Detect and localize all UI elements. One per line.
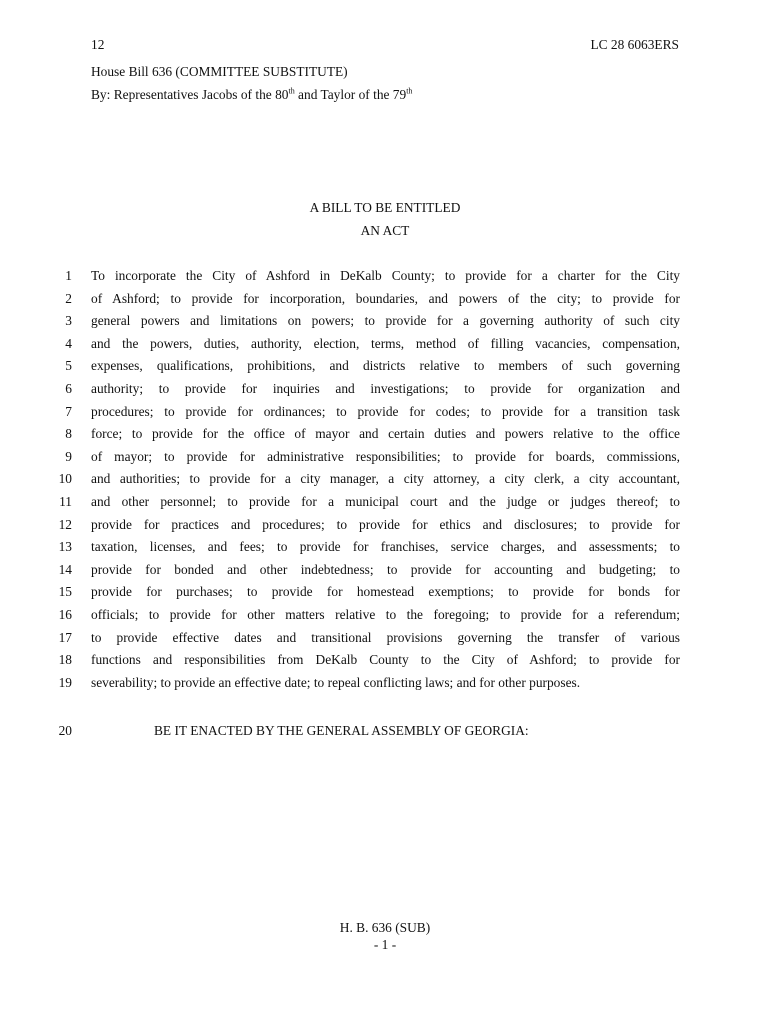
line-text: procedures; to provide for ordinances; to provide for codes; to provide for a transition task	[91, 403, 680, 419]
bill-line	[0, 268, 770, 290]
line-text: officials; to provide for other matters relative to the foregoing; to provide for a referendum;	[91, 607, 680, 622]
line-number: 4	[65, 335, 72, 351]
line-text: to provide effective dates and transitional provisions governing the transfer of various	[91, 629, 680, 645]
sponsors-line	[91, 87, 412, 103]
line-text: taxation, licenses, and fees; to provide for franchises, service charges, and assessments; to	[91, 539, 680, 555]
bill-line	[0, 381, 770, 403]
bill-line	[0, 584, 770, 606]
line-text: severability; to provide an effective date; to repeal conflicting laws; and for other purposes.	[91, 674, 581, 690]
footer-page-number: - 1 -	[373, 937, 397, 952]
bill-line	[0, 291, 770, 313]
line-number: 6	[65, 381, 72, 396]
line-number: 20	[58, 723, 72, 738]
line-text: functions and responsibilities from DeKalb County to the City of Ashford; to provide for	[91, 652, 680, 668]
sponsors-middle: and Taylor of the 79	[294, 87, 407, 102]
line-text: expenses, qualifications, prohibitions, and districts relative to members of such governing	[91, 358, 680, 374]
bill-line	[0, 449, 770, 471]
line-number: 10	[58, 471, 72, 487]
line-number: 14	[58, 561, 72, 577]
line-number: 12	[58, 516, 72, 532]
lc-code: LC 28 6063ERS	[590, 37, 679, 52]
line-text: and the powers, duties, authority, election, terms, method of filling vacancies, compensation,	[91, 335, 680, 351]
bill-line	[0, 675, 770, 697]
line-text: provide for bonded and other indebtedness; to provide for accounting and budgeting; to	[91, 561, 680, 577]
line-number: 17	[58, 629, 72, 645]
line-number: 16	[58, 607, 72, 622]
line-number: 7	[65, 403, 72, 419]
line-number: 18	[58, 652, 72, 668]
line-number: 13	[58, 539, 72, 555]
footer-bill-reference: H. B. 636 (SUB)	[339, 920, 431, 935]
bill-line	[0, 607, 770, 629]
line-text: of Ashford; to provide for incorporation, boundaries, and powers of the city; to provide for	[91, 290, 680, 306]
line-number: 15	[58, 584, 72, 600]
enacting-clause-text: BE IT ENACTED BY THE GENERAL ASSEMBLY OF GEORGIA:	[154, 723, 529, 738]
bill-line	[0, 652, 770, 674]
sponsors-prefix: By: Representatives Jacobs of the 80	[91, 87, 289, 102]
line-number: 8	[65, 426, 72, 442]
sponsor2-district-suffix: th	[406, 86, 413, 96]
line-number: 3	[65, 313, 72, 329]
bill-line	[0, 630, 770, 652]
bill-line	[0, 562, 770, 584]
bill-line	[0, 336, 770, 358]
bill-line	[0, 517, 770, 539]
line-number: 1	[65, 268, 72, 283]
line-text: authority; to provide for inquiries and investigations; to provide for organization and	[91, 381, 680, 396]
line-number: 2	[65, 290, 72, 306]
line-text: provide for purchases; to provide for homestead exemptions; to provide for bonds for	[91, 584, 680, 600]
bill-line	[0, 471, 770, 493]
line-number: 9	[65, 448, 72, 464]
bill-title: House Bill 636 (COMMITTEE SUBSTITUTE)	[91, 64, 348, 79]
sponsor1-district-suffix: th	[288, 86, 295, 96]
bill-heading-line-2: AN ACT	[360, 223, 410, 238]
line-text: To incorporate the City of Ashford in DeKalb County; to provide for a charter for the City	[91, 268, 680, 283]
page-reference-number: 12	[91, 37, 105, 52]
bill-line	[0, 404, 770, 426]
line-text: and other personnel; to provide for a municipal court and the judge or judges thereof; to	[91, 494, 680, 509]
line-text: and authorities; to provide for a city manager, a city attorney, a city clerk, a city accountant,	[91, 471, 680, 487]
bill-line	[0, 539, 770, 561]
bill-line	[0, 426, 770, 448]
line-text: general powers and limitations on powers; to provide for a governing authority of such city	[91, 313, 680, 329]
bill-line	[0, 313, 770, 335]
line-number: 19	[58, 674, 72, 690]
bill-line	[0, 494, 770, 516]
line-number: 11	[59, 494, 72, 509]
line-text: force; to provide for the office of mayor and certain duties and powers relative to the office	[91, 426, 680, 442]
line-number: 5	[65, 358, 72, 374]
line-text: of mayor; to provide for administrative responsibilities; to provide for boards, commissions,	[91, 448, 680, 464]
line-text: provide for practices and procedures; to provide for ethics and disclosures; to provide for	[91, 516, 680, 532]
bill-heading-line-1: A BILL TO BE ENTITLED	[309, 200, 461, 215]
bill-line	[0, 358, 770, 380]
